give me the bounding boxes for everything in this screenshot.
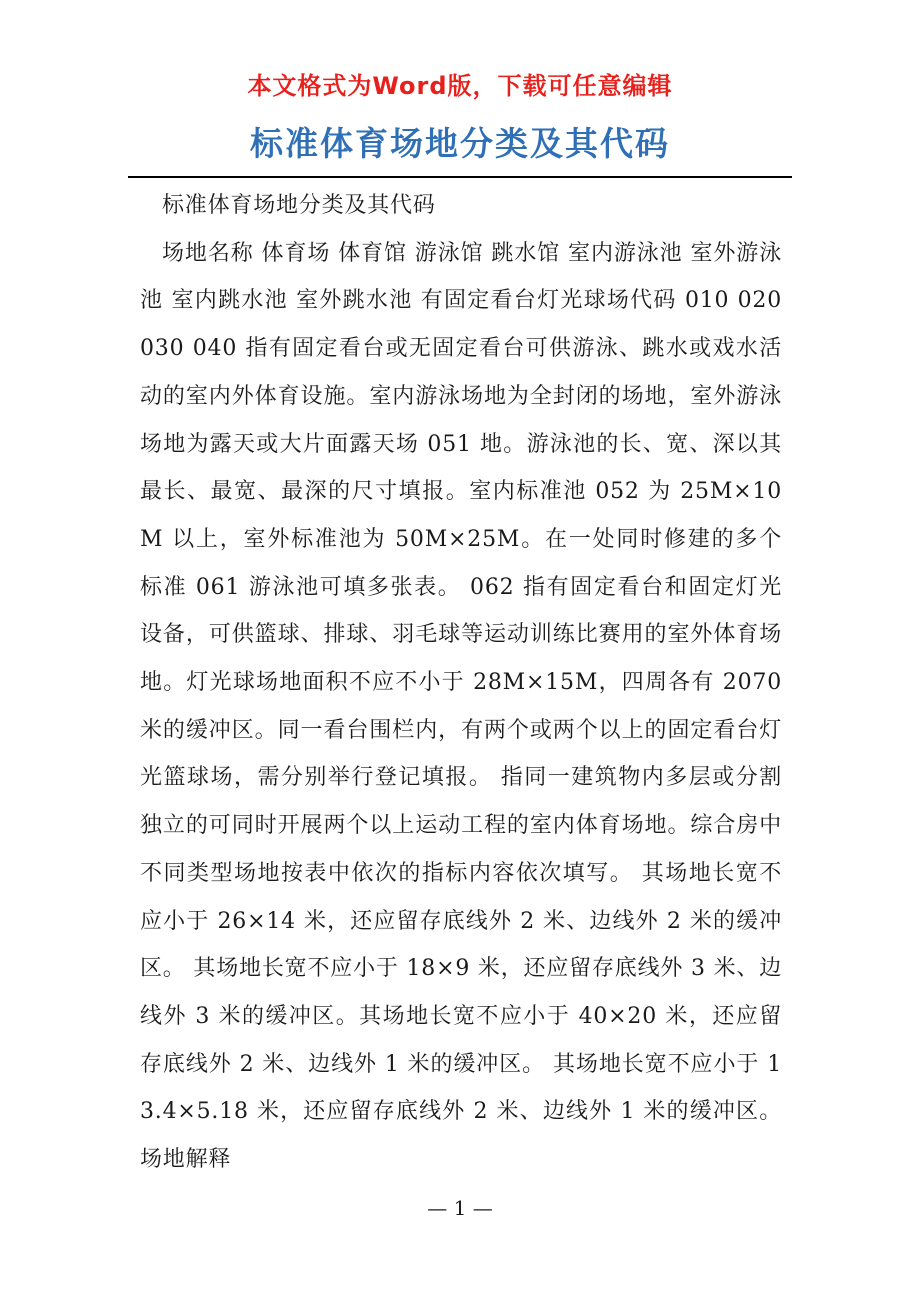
document-title: 标准体育场地分类及其代码 bbox=[250, 124, 670, 163]
document-body bbox=[140, 182, 782, 1184]
download-banner: 本文格式为Word版，下载可任意编辑 bbox=[247, 72, 673, 100]
body-heading-paragraph: 标准体育场地分类及其代码 bbox=[162, 193, 436, 218]
body-paragraph: 场地名称 体育场 体育馆 游泳馆 跳水馆 室内游泳池 室外游泳池 室内跳水池 室外跳水池 有固定看台灯光球场代码 010 020 030 040 指有固定看台或无固定看台可供游泳、跳水或戏水活动的室内外体育设施。室内游泳场地为全封闭的场地，室外游泳场地为露天或大片面露天场 051 地。游泳池的长、宽、深以其最长、最宽、最深的尺寸填报。室内标准池 052 为 25M×10M 以上，室外标准池为 50M×25M。在一处同时修建的多个标准 061 游泳池可填多张表。 062 指有固定看台和固定灯光设备，可供篮球、排球、羽毛球等运动训练比赛用的室外体育场地。灯光球场地面积不应不小于 28M×15M，四周各有 2070 米的缓冲区。同一看台围栏内，有两个或两个以上的固定看台灯光篮球场，需分别举行登记填报。 指同一建筑物内多层或分割独立的可同时开展两个以上运动工程的室内体育场地。综合房中不同类型场地按表中依次的指标内容依次填写。 其场地长宽不应小于 26×14 米，还应留存底线外 2 米、边线外 2 米的缓冲区。 其场地长宽不应小于 18×9 米，还应留存底线外 3 米、边线外 3 米的缓冲区。其场地长宽不应小于 40×20 米，还应留存底线外 2 米、边线外 1 米的缓冲区。 其场地长宽不应小于 13.4×5.18 米，还应留存底线外 2 米、边线外 1 米的缓冲区。 场地解释 bbox=[140, 240, 782, 1173]
page-number: — 1 — bbox=[427, 1196, 493, 1220]
title-divider bbox=[128, 176, 792, 178]
